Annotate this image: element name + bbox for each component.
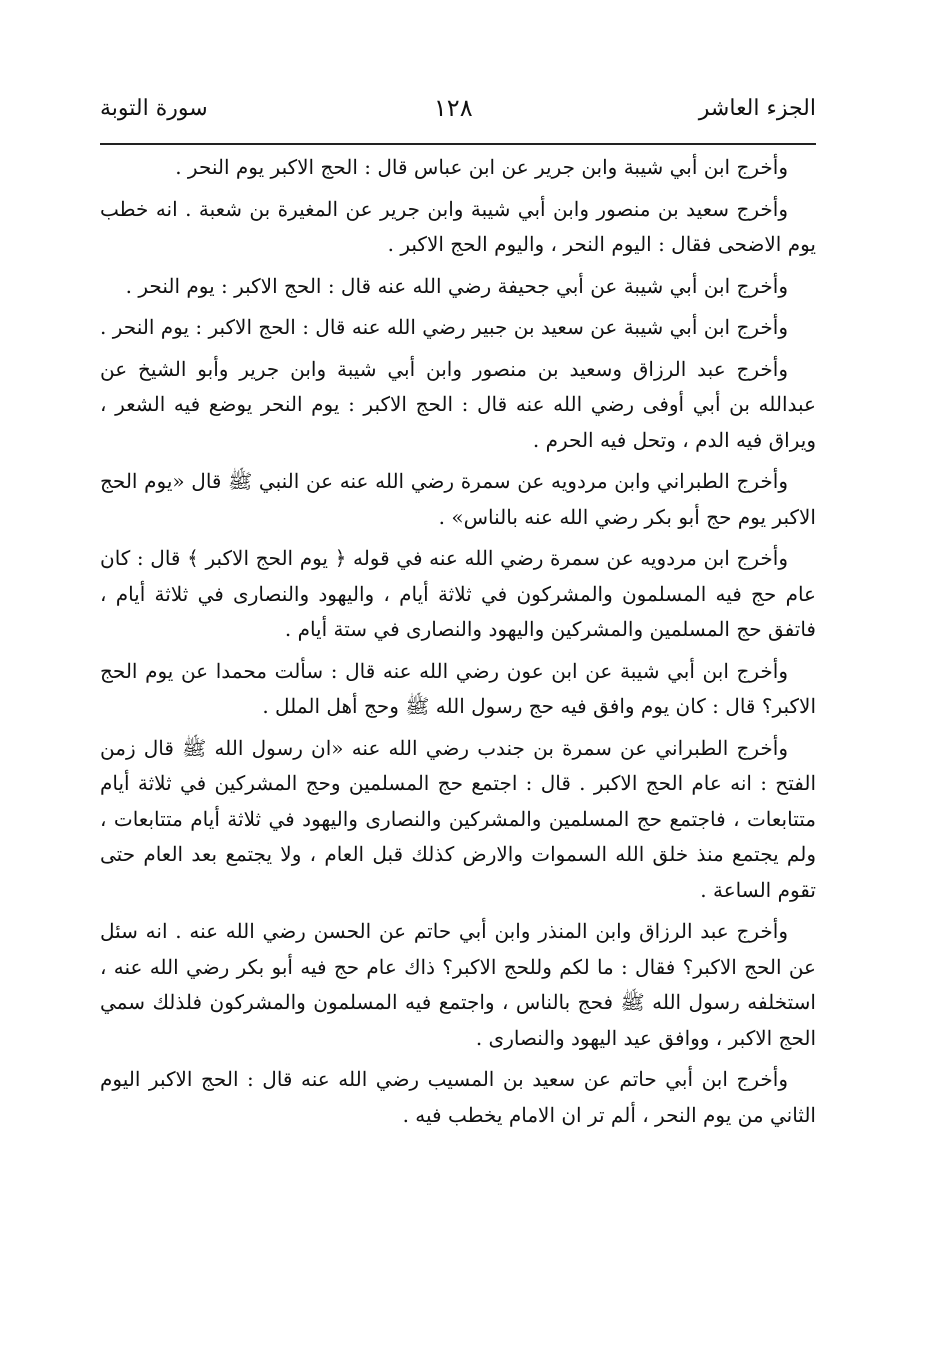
paragraph: وأخرج الطبراني عن سمرة بن جندب رضي الله عنه «ان رسول الله ﷺ قال زمن الفتح : انه عام الحج الاكبر . قال : اجتمع حج المسلمين وحج المشركين في ثلاثة أيام متتابعات ، فاجتمع حج المسلمين والمشركين والنصارى واليهود في ثلاثة أيام متتابعات ، ولم يجتمع منذ خلق الله السموات والارض كذلك قبل العام ، ولا يجتمع بعد العام حتى تقوم الساعة .	[100, 735, 816, 902]
paragraph: وأخرج ابن أبي شيبة عن سعيد بن جبير رضي الله عنه قال : الحج الاكبر : يوم النحر .	[100, 315, 788, 339]
page-header	[100, 88, 816, 128]
paragraph: وأخرج ابن أبي شيبة وابن جرير عن ابن عباس قال : الحج الاكبر يوم النحر .	[175, 155, 788, 179]
paragraph: وأخرج عبد الرزاق وابن المنذر وابن أبي حاتم عن الحسن رضي الله عنه . انه سئل عن الحج الاكبر؟ فقال : ما لكم وللحج الاكبر؟ ذاك عام حج فيه أبو بكر رضي الله عنه ، استخلفه رسول الله ﷺ فحج بالناس ، واجتمع فيه المسلمون والمشركون فلذلك سمي الحج الاكبر ، ووافق عيد اليهود والنصارى .	[100, 919, 816, 1050]
paragraph: وأخرج الطبراني وابن مردويه عن سمرة رضي الله عنه عن النبي ﷺ قال «يوم الحج الاكبر يوم حج أبو بكر رضي الله عنه بالناس» .	[100, 469, 816, 529]
paragraph: وأخرج سعيد بن منصور وابن أبي شيبة وابن جرير عن المغيرة بن شعبة . انه خطب يوم الاضحى فقال : اليوم النحر ، واليوم الحج الاكبر .	[100, 196, 816, 256]
paragraph: وأخرج ابن أبي حاتم عن سعيد بن المسيب رضي الله عنه قال : الحج الاكبر اليوم الثاني من يوم النحر ، ألم تر ان الامام يخطب فيه .	[100, 1067, 816, 1127]
paragraph: وأخرج ابن أبي شيبة عن ابن عون رضي الله عنه قال : سألت محمدا عن يوم الحج الاكبر؟ قال : كان يوم وافق فيه حج رسول الله ﷺ وحج أهل الملل .	[100, 658, 816, 718]
part-label: الجزء العاشر	[698, 95, 816, 121]
paragraph: وأخرج ابن مردويه عن سمرة رضي الله عنه في قوله ﴿ يوم الحج الاكبر ﴾ قال : كان عام حج فيه المسلمون والمشركون في ثلاثة أيام ، واليهود والنصارى في ثلاثة أيام ، فاتفق حج المسلمين والمشركين واليهود والنصارى في ستة أيام .	[100, 546, 816, 641]
header-rule	[100, 143, 816, 145]
surah-label: سورة التوبة	[100, 95, 208, 121]
text-body	[100, 150, 816, 1139]
paragraph: وأخرج ابن أبي شيبة عن أبي جحيفة رضي الله عنه قال : الحج الاكبر : يوم النحر .	[125, 273, 788, 298]
paragraph: وأخرج عبد الرزاق وسعيد بن منصور وابن أبي شيبة وابن جرير وأبو الشيخ عن عبدالله بن أبي أوفى رضي الله عنه قال : الحج الاكبر : يوم النحر يوضع فيه الشعر ، ويراق فيه الدم ، وتحل فيه الحرم .	[100, 356, 816, 452]
page-number: ١٢٨	[433, 94, 473, 122]
